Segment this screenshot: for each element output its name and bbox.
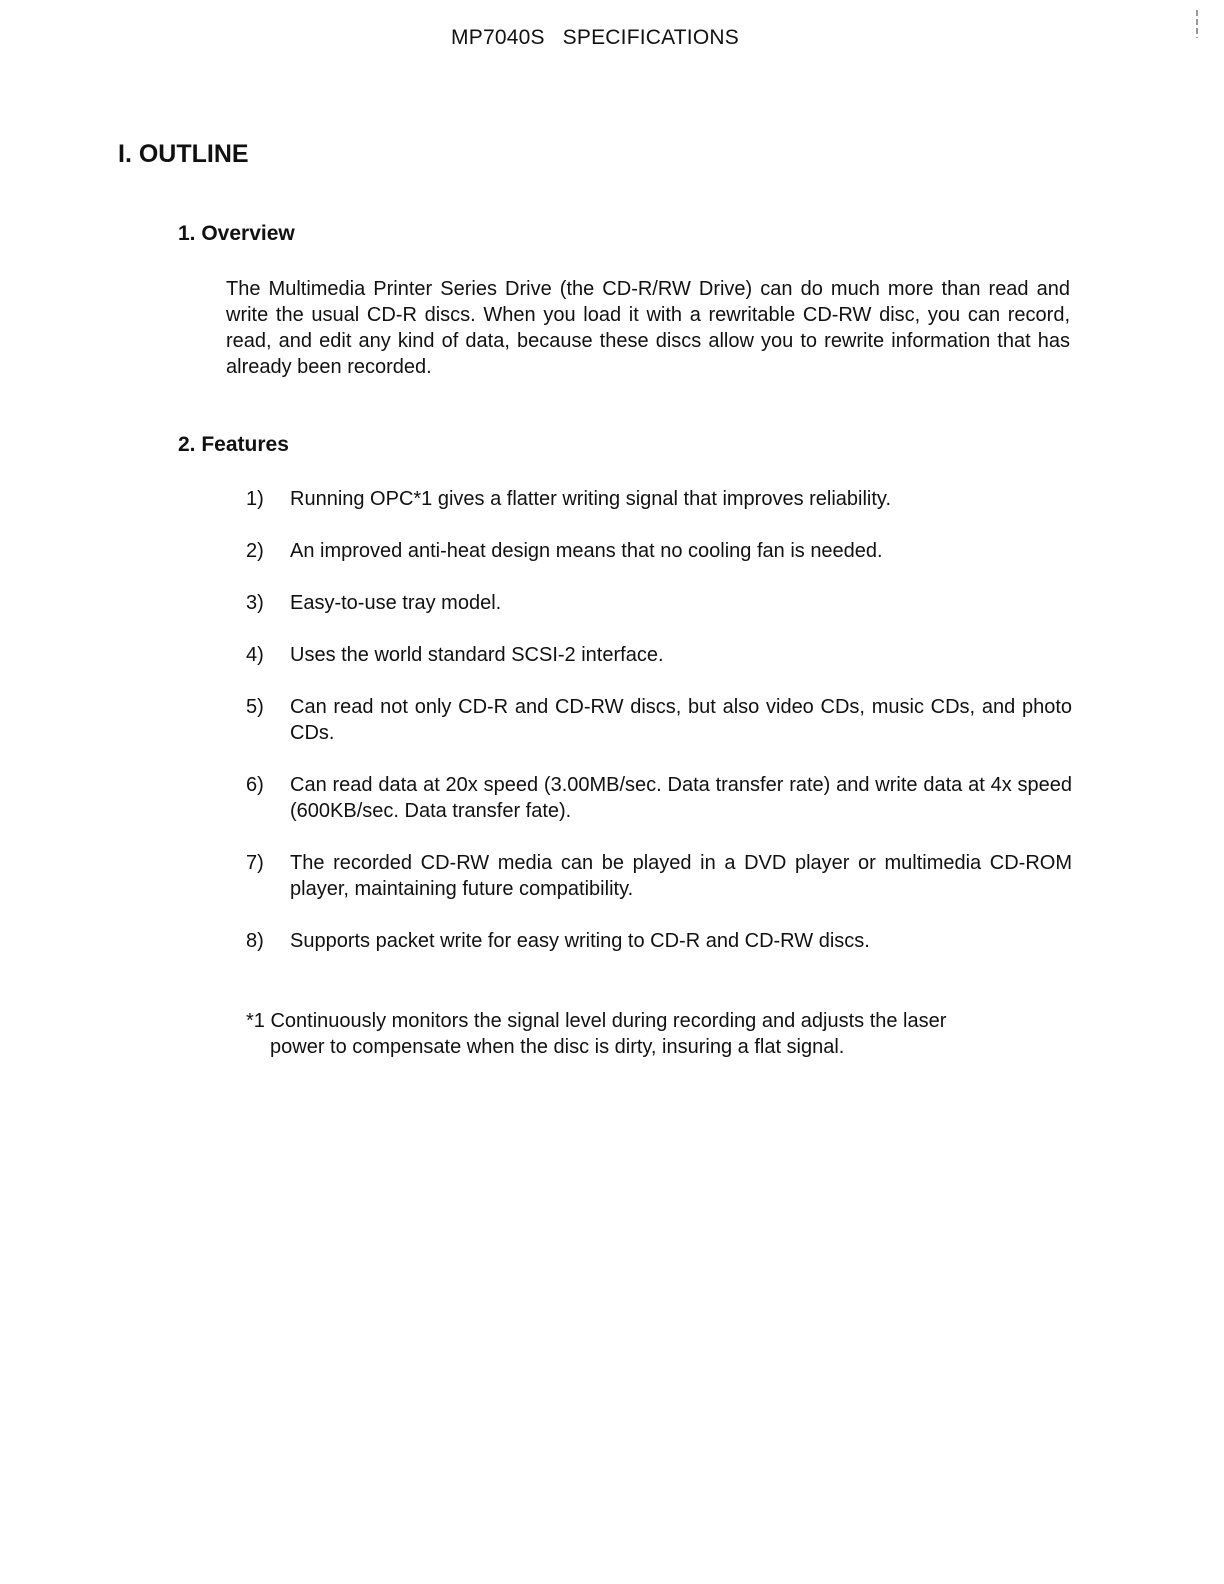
overview-paragraph: The Multimedia Printer Series Drive (the CD-R/RW Drive) can do much more than read and write the usual CD-R discs. When you load it with a rewritable CD-RW disc, you can record, read, and edit any kind of data, because these discs allow you to rewrite information that has already been recorded.: [226, 278, 1070, 378]
feature-item: [246, 694, 1072, 746]
feature-item: [246, 486, 1072, 512]
feature-text: Can read not only CD-R and CD-RW discs, but also video CDs, music CDs, and photo CDs.: [290, 696, 1072, 744]
footnote-line-2: power to compensate when the disc is dirty, insuring a flat signal.: [270, 1036, 845, 1058]
feature-text: Supports packet write for easy writing to CD-R and CD-RW discs.: [290, 930, 870, 952]
page-header: [0, 26, 1190, 50]
feature-text: Running OPC*1 gives a flatter writing signal that improves reliability.: [290, 488, 892, 510]
document-model: MP7040S: [451, 26, 545, 49]
feature-item: [246, 590, 1072, 616]
footnote: [246, 1008, 1068, 1060]
document-title: SPECIFICATIONS: [562, 26, 739, 49]
features-list: [246, 486, 1072, 980]
feature-text: An improved anti-heat design means that no cooling fan is needed.: [290, 540, 883, 562]
scan-edge-mark: [1196, 10, 1198, 38]
feature-text: The recorded CD-RW media can be played in a DVD player or multimedia CD-ROM player, maintaining future compatibility.: [290, 852, 1072, 900]
features-heading: 2. Features: [178, 433, 289, 456]
feature-number: 6): [246, 774, 264, 796]
feature-item: [246, 772, 1072, 824]
feature-number: 4): [246, 644, 264, 666]
feature-number: 7): [246, 852, 264, 874]
feature-text: Uses the world standard SCSI-2 interface.: [290, 644, 664, 666]
section-title: I. OUTLINE: [118, 140, 249, 168]
feature-number: 8): [246, 930, 264, 952]
feature-number: 3): [246, 592, 264, 614]
feature-number: 2): [246, 540, 264, 562]
feature-item: [246, 538, 1072, 564]
feature-number: 5): [246, 696, 264, 718]
feature-item: [246, 642, 1072, 668]
footnote-line-1: *1 Continuously monitors the signal level during recording and adjusts the laser: [246, 1010, 947, 1032]
feature-number: 1): [246, 488, 264, 510]
feature-item: [246, 850, 1072, 902]
feature-item: [246, 928, 1072, 954]
feature-text: Can read data at 20x speed (3.00MB/sec. Data transfer rate) and write data at 4x speed (600KB/sec. Data transfer fate).: [290, 774, 1072, 822]
overview-heading: 1. Overview: [178, 222, 295, 245]
feature-text: Easy-to-use tray model.: [290, 592, 502, 614]
